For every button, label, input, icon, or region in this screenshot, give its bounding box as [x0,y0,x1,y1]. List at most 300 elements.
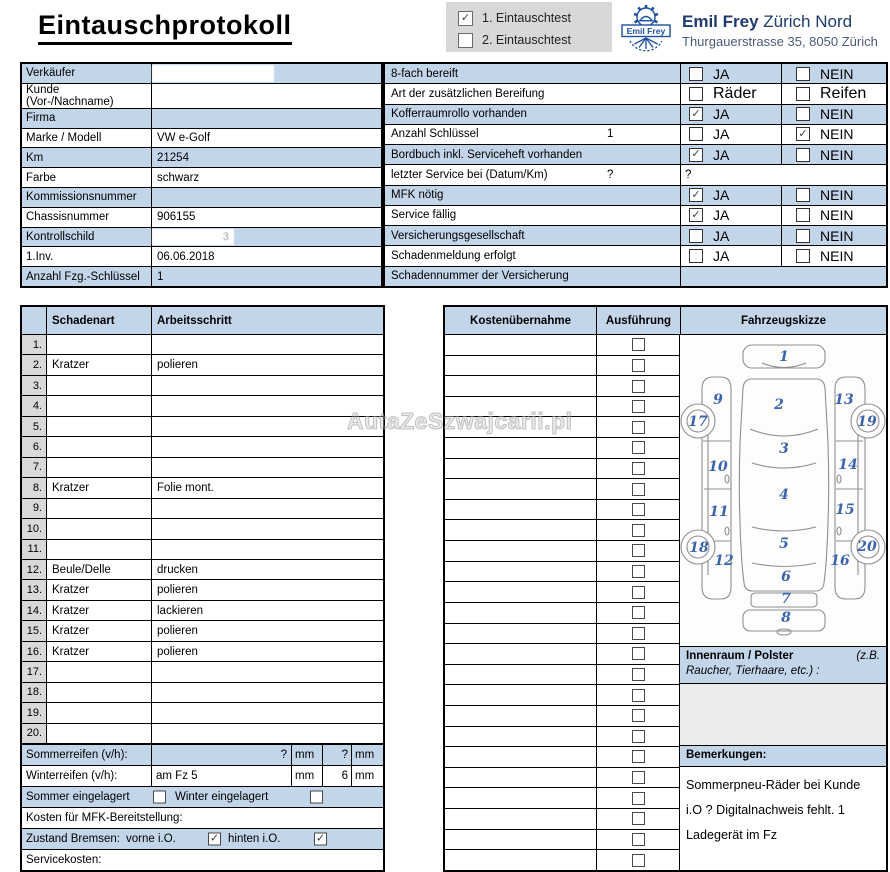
damage-row-number: 18. [22,683,47,702]
damage-step-cell[interactable] [152,683,383,702]
damage-step-cell[interactable] [152,396,383,415]
damage-step-cell[interactable]: lackieren [157,604,204,617]
bemerkungen-line: Ladegerät im Fz [686,828,777,842]
damage-step-cell[interactable]: Folie mont. [157,481,214,494]
yes-label: JA [713,146,730,163]
no-cell [782,206,886,225]
checklist-row [385,165,886,185]
execution-cell [597,644,679,664]
tyre-value[interactable] [152,745,292,765]
execution-cell [597,809,679,829]
damage-row-number: 2. [22,355,47,374]
damage-type-cell[interactable]: Kratzer [47,621,152,640]
brakes-rear-checkbox[interactable]: ✓ [315,832,326,845]
vehicle-info-row [22,64,381,84]
sketch-zone-number: 6 [781,569,791,585]
cost-execution-row [445,541,679,562]
sketch-zone-number: 1 [779,349,789,365]
sketch-zone-number: 13 [834,392,854,408]
no-label: Reifen [820,84,867,102]
damage-type-cell[interactable] [47,417,152,436]
execution-checkbox[interactable] [632,709,645,722]
cost-table-header [445,307,886,335]
damage-step-cell[interactable]: polieren [157,359,198,372]
damage-step-cell[interactable]: drucken [157,563,198,576]
bemerkungen-line: Sommerpneu-Räder bei Kunde [686,778,861,792]
execution-checkbox[interactable] [632,689,645,702]
damage-step-cell[interactable] [152,499,383,518]
execution-cell [597,788,679,808]
damage-type-cell[interactable] [47,683,152,702]
cost-execution-row [445,356,679,377]
damage-type-cell[interactable]: Beule/Delle [47,560,152,579]
damage-row-number: 5. [22,417,47,436]
no-checkbox[interactable] [796,67,810,81]
checklist-row [385,267,886,286]
no-label: NEIN [820,207,854,224]
damage-row-number: 11. [22,540,47,559]
storage-row [22,787,383,808]
damage-row-number: 16. [22,642,47,661]
damage-row [22,683,383,703]
cost-cell[interactable] [445,459,597,479]
yes-label: JA [713,207,730,224]
damage-type-cell[interactable] [47,335,152,354]
execution-checkbox[interactable] [632,524,645,537]
execution-cell [597,830,679,850]
damage-header-num [22,307,47,334]
cost-execution-row [445,479,679,500]
cost-execution-row [445,788,679,809]
cost-cell[interactable] [445,335,597,355]
unit-mm: mm [292,745,323,765]
checklist-label-text: Service fällig [391,209,457,222]
execution-cell [597,624,679,644]
execution-cell [597,397,679,417]
damage-type-cell[interactable] [47,396,152,415]
damage-step-cell[interactable]: polieren [157,645,198,658]
damage-row [22,437,383,457]
execution-checkbox[interactable] [632,359,645,372]
yes-checkbox[interactable]: ✓ [689,148,703,162]
damage-type-cell[interactable]: Kratzer [47,580,152,599]
field-value[interactable] [152,247,381,266]
no-checkbox[interactable] [796,87,810,101]
damage-step-cell[interactable] [152,519,383,538]
checklist-row [385,226,886,246]
damage-row-number: 9. [22,499,47,518]
damage-table-header [22,307,383,335]
bemerkungen-text[interactable] [680,767,886,870]
damage-type-cell[interactable]: Kratzer [47,642,152,661]
damage-row [22,417,383,437]
no-checkbox[interactable] [796,188,810,202]
cost-execution-row [445,397,679,418]
vehicle-sketch [680,335,886,646]
cost-cell[interactable] [445,644,597,664]
checklist-label [385,226,681,245]
sketch-zone-number: 11 [709,504,729,520]
execution-checkbox[interactable] [632,606,645,619]
execution-cell [597,768,679,788]
field-value-text: VW e-Golf [157,131,211,144]
damage-step-cell[interactable] [152,540,383,559]
execution-checkbox[interactable] [632,792,645,805]
cost-cell[interactable] [445,788,597,808]
damage-row [22,376,383,396]
yes-checkbox[interactable] [689,127,703,141]
tyre-rear-value[interactable]: 6 [323,766,352,786]
damage-row-number: 20. [22,724,47,743]
yes-cell [681,84,782,103]
cost-cell[interactable] [445,665,597,685]
cost-cell[interactable] [445,830,597,850]
yes-checkbox[interactable] [689,87,703,101]
damage-type-cell[interactable] [47,458,152,477]
watermark: AutaZeSzwajcarii.pl [347,408,573,434]
execution-cell [597,706,679,726]
checklist-value[interactable]: ? [685,168,692,181]
header-fahrzeugskizze: Fahrzeugskizze [681,307,886,334]
cost-cell[interactable] [445,624,597,644]
mfk-cost-row [22,808,383,829]
damage-step-cell[interactable] [152,437,383,456]
checklist-label [385,64,681,83]
checklist-label [385,105,681,124]
execution-checkbox[interactable] [632,647,645,660]
damage-row-number: 19. [22,703,47,722]
no-cell [782,226,886,245]
damage-type-cell[interactable]: Kratzer [47,355,152,374]
checklist-row [385,206,886,226]
no-cell [782,186,886,205]
field-value[interactable] [152,109,381,128]
cost-execution-row [445,438,679,459]
field-label: Kommissionsnummer [22,188,152,207]
cost-cell[interactable] [445,541,597,561]
sketch-zone-number: 18 [689,540,709,556]
no-cell [782,125,886,144]
damage-step-cell[interactable] [152,417,383,436]
field-value[interactable] [152,148,381,167]
damage-type-cell[interactable]: Kratzer [47,601,152,620]
tyre-rear-value[interactable]: ? [323,745,352,765]
damage-type-cell[interactable] [47,499,152,518]
damage-step-cell[interactable]: polieren [157,584,198,597]
test-option [458,9,612,27]
car-sketch-drawing [680,335,886,646]
field-value[interactable] [152,208,381,227]
cost-execution-row [445,809,679,830]
damage-type-cell[interactable] [47,662,152,681]
cost-execution-row [445,520,679,541]
checklist-row [385,186,886,206]
execution-checkbox[interactable] [632,833,645,846]
cost-cell[interactable] [445,520,597,540]
no-checkbox[interactable] [796,229,810,243]
cost-cell[interactable] [445,768,597,788]
yes-checkbox[interactable]: ✓ [689,188,703,202]
damage-step-cell[interactable]: polieren [157,625,198,638]
execution-cell [597,665,679,685]
unit-mm: mm [355,749,375,761]
damage-type-cell[interactable] [47,703,152,722]
execution-checkbox[interactable] [632,338,645,351]
damage-row [22,724,383,743]
damage-row [22,703,383,723]
damage-row-number: 4. [22,396,47,415]
cost-execution-row [445,850,679,870]
checklist-label [385,84,681,103]
innenraum-notes-area[interactable] [680,684,886,746]
company-text [682,3,878,49]
checklist-label-text: 8-fach bereift [391,67,459,80]
damage-row [22,642,383,662]
damage-type-cell[interactable] [47,376,152,395]
field-value[interactable] [152,188,381,207]
header-kostenuebernahme: Kostenübernahme [445,307,597,334]
yes-cell [681,246,782,265]
yes-checkbox[interactable] [689,249,703,263]
redaction-blur: 3 [152,229,234,246]
cost-cell[interactable] [445,562,597,582]
checklist-label-text: letzter Service bei (Datum/Km) [391,168,548,181]
mfk-cost-label: Kosten für MFK-Bereitstellung: [26,812,183,824]
field-value[interactable] [152,168,381,187]
checklist-label-text: Anzahl Schlüssel [391,128,479,141]
execution-checkbox[interactable] [632,750,645,763]
no-checkbox[interactable] [796,148,810,162]
cost-cell[interactable] [445,356,597,376]
service-cost-row [22,850,383,870]
eintauschtest-2-checkbox[interactable] [458,33,473,48]
yes-label: JA [713,126,730,143]
field-value[interactable] [152,129,381,148]
checklist-label [385,186,681,205]
cost-cell[interactable] [445,500,597,520]
cost-execution-row [445,747,679,768]
field-label: Farbe [22,168,152,187]
damage-row [22,560,383,580]
cost-execution-row [445,335,679,356]
vehicle-info-row [22,84,381,109]
damage-step-cell[interactable] [152,703,383,722]
no-checkbox[interactable] [796,208,810,222]
cost-execution-row [445,459,679,480]
tyre-value-text: ? [280,749,287,761]
field-value-text: 1 [157,270,164,283]
sketch-zone-number: 19 [857,414,877,430]
execution-checkbox[interactable] [632,854,645,867]
damage-row [22,662,383,682]
cost-cell[interactable] [445,685,597,705]
sketch-zone-number: 14 [838,457,858,473]
sketch-zone-number: 8 [781,610,791,626]
execution-checkbox[interactable] [632,421,645,434]
cost-cell[interactable] [445,747,597,767]
cost-cell[interactable] [445,417,597,437]
execution-checkbox[interactable] [632,483,645,496]
damage-row [22,499,383,519]
damage-type-cell[interactable] [47,519,152,538]
execution-checkbox[interactable] [632,730,645,743]
field-label: Anzahl Fzg.-Schlüssel [22,267,152,286]
cost-cell[interactable] [445,582,597,602]
cost-execution-row [445,582,679,603]
cost-cell[interactable] [445,727,597,747]
checklist-label-text: MFK nötig [391,189,444,202]
damage-table [20,305,385,745]
vehicle-info-row [22,148,381,168]
no-label: NEIN [820,126,854,143]
company-header [620,3,878,57]
checklist-label-text: Bordbuch inkl. Serviceheft vorhanden [391,148,583,161]
damage-row [22,355,383,375]
damage-step-cell[interactable] [152,458,383,477]
execution-checkbox[interactable] [632,544,645,557]
yes-cell [681,145,782,164]
vehicle-info-table [20,62,383,288]
sketch-zone-number: 2 [774,397,784,413]
checklist-extra-value: ? [607,168,614,181]
cost-cell[interactable] [445,376,597,396]
execution-checkbox[interactable] [632,812,645,825]
yes-label: JA [713,227,730,244]
field-label: Km [22,148,152,167]
damage-type-cell[interactable]: Kratzer [47,478,152,497]
damage-row-number: 12. [22,560,47,579]
field-label: Firma [22,109,152,128]
checklist-value[interactable] [681,267,886,286]
damage-row-number: 15. [22,621,47,640]
checklist-label-text: Art der zusätzlichen Bereifung [391,87,545,100]
damage-row [22,478,383,498]
sketch-zone-number: 12 [714,553,734,569]
checklist-label [385,206,681,225]
field-value[interactable] [152,64,381,83]
damage-row [22,458,383,478]
cost-execution-row [445,500,679,521]
brakes-front-checkbox[interactable]: ✓ [209,832,220,845]
execution-cell [597,520,679,540]
execution-cell [597,603,679,623]
vehicle-info-row [22,188,381,208]
execution-checkbox[interactable] [632,380,645,393]
execution-checkbox[interactable] [632,565,645,578]
no-checkbox[interactable]: ✓ [796,127,810,141]
yes-cell [681,226,782,245]
execution-cell [597,356,679,376]
innenraum-title: Innenraum / Polster [686,650,794,662]
damage-row [22,540,383,560]
damage-row [22,396,383,416]
cost-cell[interactable] [445,706,597,726]
yes-label: JA [713,65,730,82]
yes-checkbox[interactable] [689,67,703,81]
execution-cell [597,685,679,705]
vehicle-info-row [22,208,381,228]
execution-checkbox[interactable] [632,441,645,454]
field-value[interactable] [152,84,381,108]
cost-cell[interactable] [445,479,597,499]
execution-checkbox[interactable] [632,627,645,640]
cost-cell[interactable] [445,850,597,870]
execution-cell [597,727,679,747]
cost-execution-row [445,562,679,583]
cost-execution-row [445,603,679,624]
field-value-text: schwarz [157,171,200,184]
brakes-rear-label: hinten i.O. [228,833,281,845]
cost-execution-row [445,768,679,789]
sketch-zone-number: 7 [781,591,791,607]
damage-step-cell[interactable] [152,724,383,743]
execution-cell [597,747,679,767]
no-cell [782,84,886,103]
cost-execution-table [443,305,888,872]
damage-step-cell[interactable] [152,662,383,681]
brakes-row [22,829,383,850]
no-label: NEIN [820,187,854,204]
sketch-zone-number: 16 [830,553,850,569]
checklist-row [385,145,886,165]
no-cell [782,64,886,83]
tyre-value[interactable] [152,766,292,786]
tyre-label: Sommerreifen (v/h): [22,745,152,765]
checklist-label [385,145,681,164]
damage-type-cell[interactable] [47,540,152,559]
field-value[interactable] [152,267,381,286]
execution-checkbox[interactable] [632,503,645,516]
damage-row-number: 8. [22,478,47,497]
no-label: NEIN [820,106,854,123]
eintauschtest-1-checkbox[interactable]: ✓ [458,11,473,26]
cost-execution-row [445,830,679,851]
innenraum-hint-top: (z.B. [856,650,880,662]
damage-step-cell[interactable] [152,376,383,395]
damage-type-cell[interactable] [47,437,152,456]
yes-checkbox[interactable]: ✓ [689,107,703,121]
damage-row-number: 6. [22,437,47,456]
cost-cell[interactable] [445,809,597,829]
company-name [682,12,878,32]
execution-checkbox[interactable] [632,586,645,599]
execution-checkbox[interactable] [632,400,645,413]
execution-checkbox[interactable] [632,771,645,784]
sketch-zone-number: 17 [688,414,708,430]
damage-step-cell[interactable] [152,335,383,354]
page-title: Eintauschprotokoll [38,10,292,45]
yes-cell [681,64,782,83]
no-checkbox[interactable] [796,107,810,121]
checklist-row [385,246,886,266]
no-checkbox[interactable] [796,249,810,263]
execution-cell [597,417,679,437]
cost-cell[interactable] [445,397,597,417]
damage-type-cell[interactable] [47,724,152,743]
cost-cell[interactable] [445,603,597,623]
execution-checkbox[interactable] [632,668,645,681]
field-label: Chassisnummer [22,208,152,227]
cost-cell[interactable] [445,438,597,458]
test-option [458,31,612,49]
summer-stored-checkbox[interactable] [153,791,166,804]
yes-checkbox[interactable] [689,229,703,243]
execution-checkbox[interactable] [632,462,645,475]
yes-checkbox[interactable]: ✓ [689,208,703,222]
damage-row-number: 1. [22,335,47,354]
winter-stored-checkbox[interactable] [310,791,323,804]
field-value[interactable] [152,228,381,247]
